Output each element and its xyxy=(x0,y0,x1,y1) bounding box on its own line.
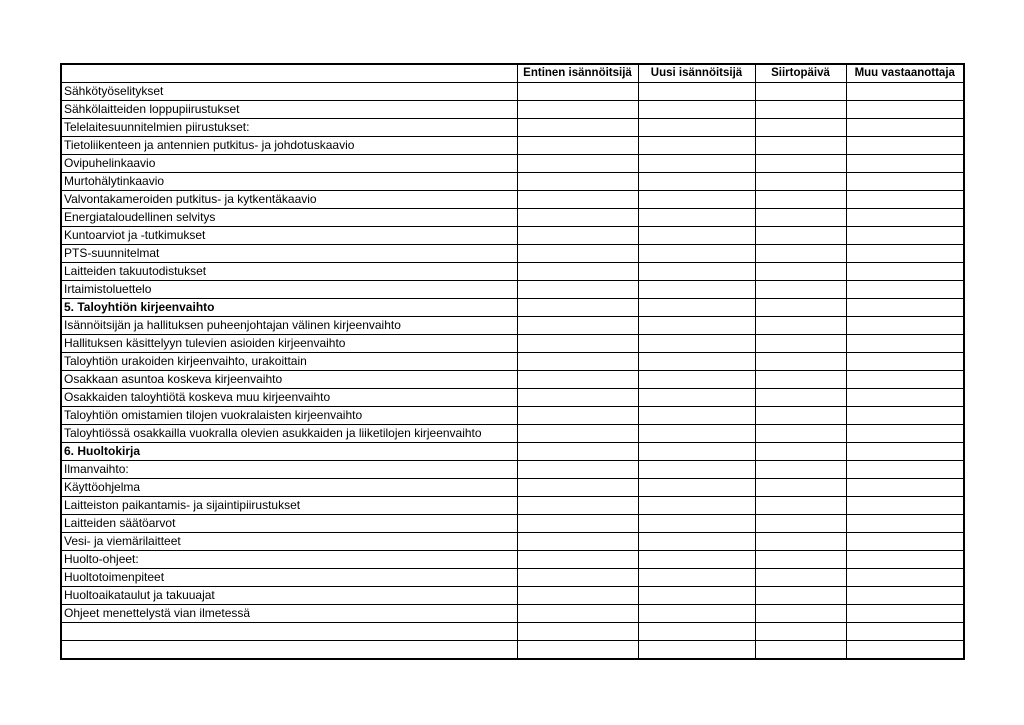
new-manager-cell[interactable] xyxy=(638,389,755,407)
new-manager-cell[interactable] xyxy=(638,317,755,335)
document-item-label: PTS-suunnitelmat xyxy=(61,245,517,263)
transfer-date-cell[interactable] xyxy=(755,317,846,335)
transfer-date-cell[interactable] xyxy=(755,461,846,479)
previous-manager-cell[interactable] xyxy=(517,605,638,623)
transfer-date-cell[interactable] xyxy=(755,551,846,569)
new-manager-cell[interactable] xyxy=(638,245,755,263)
other-recipient-cell[interactable] xyxy=(846,533,964,551)
previous-manager-cell[interactable] xyxy=(517,299,638,317)
new-manager-cell[interactable] xyxy=(638,173,755,191)
table-row xyxy=(61,209,964,227)
other-recipient-cell[interactable] xyxy=(846,317,964,335)
other-recipient-cell[interactable] xyxy=(846,515,964,533)
document-item-label: Laitteiden takuutodistukset xyxy=(61,263,517,281)
new-manager-cell[interactable] xyxy=(638,353,755,371)
table-row xyxy=(61,227,964,245)
transfer-date-cell[interactable] xyxy=(755,407,846,425)
previous-manager-cell[interactable] xyxy=(517,83,638,101)
previous-manager-cell[interactable] xyxy=(517,263,638,281)
table-row xyxy=(61,443,964,461)
new-manager-cell[interactable] xyxy=(638,497,755,515)
document-item-label: Laitteiston paikantamis- ja sijaintipiirustukset xyxy=(61,497,517,515)
previous-manager-cell[interactable] xyxy=(517,119,638,137)
document-item-label: Osakkaan asuntoa koskeva kirjeenvaihto xyxy=(61,371,517,389)
table-row xyxy=(61,479,964,497)
previous-manager-cell[interactable] xyxy=(517,551,638,569)
transfer-date-cell[interactable] xyxy=(755,119,846,137)
handover-table xyxy=(60,63,965,660)
table-row xyxy=(61,281,964,299)
new-manager-cell[interactable] xyxy=(638,281,755,299)
header-new-manager: Uusi isännöitsijä xyxy=(638,64,755,83)
document-item-label: Taloyhtiön urakoiden kirjeenvaihto, urakoittain xyxy=(61,353,517,371)
table-row xyxy=(61,461,964,479)
transfer-date-cell[interactable] xyxy=(755,353,846,371)
previous-manager-cell[interactable] xyxy=(517,281,638,299)
new-manager-cell[interactable] xyxy=(638,101,755,119)
new-manager-cell[interactable] xyxy=(638,443,755,461)
table-row xyxy=(61,155,964,173)
document-item-label: Käyttöohjelma xyxy=(61,479,517,497)
other-recipient-cell[interactable] xyxy=(846,119,964,137)
document-item-label: Huoltoaikataulut ja takuuajat xyxy=(61,587,517,605)
table-row xyxy=(61,83,964,101)
other-recipient-cell[interactable] xyxy=(846,623,964,641)
document-item-label: Sähkötyöselitykset xyxy=(61,83,517,101)
table-row xyxy=(61,587,964,605)
table-row xyxy=(61,641,964,660)
previous-manager-cell[interactable] xyxy=(517,245,638,263)
new-manager-cell[interactable] xyxy=(638,155,755,173)
transfer-date-cell[interactable] xyxy=(755,101,846,119)
document-item-label: Vesi- ja viemärilaitteet xyxy=(61,533,517,551)
other-recipient-cell[interactable] xyxy=(846,407,964,425)
document-item-label: Isännöitsijän ja hallituksen puheenjohtajan välinen kirjeenvaihto xyxy=(61,317,517,335)
other-recipient-cell[interactable] xyxy=(846,461,964,479)
previous-manager-cell[interactable] xyxy=(517,155,638,173)
document-item-label xyxy=(61,623,517,641)
document-item-label: Ovipuhelinkaavio xyxy=(61,155,517,173)
document-item-label: Valvontakameroiden putkitus- ja kytkentäkaavio xyxy=(61,191,517,209)
new-manager-cell[interactable] xyxy=(638,515,755,533)
previous-manager-cell[interactable] xyxy=(517,407,638,425)
previous-manager-cell[interactable] xyxy=(517,461,638,479)
other-recipient-cell[interactable] xyxy=(846,479,964,497)
new-manager-cell[interactable] xyxy=(638,641,755,660)
other-recipient-cell[interactable] xyxy=(846,209,964,227)
other-recipient-cell[interactable] xyxy=(846,245,964,263)
document-item-label: Kuntoarviot ja -tutkimukset xyxy=(61,227,517,245)
other-recipient-cell[interactable] xyxy=(846,569,964,587)
previous-manager-cell[interactable] xyxy=(517,227,638,245)
table-body xyxy=(61,83,964,660)
previous-manager-cell[interactable] xyxy=(517,533,638,551)
new-manager-cell[interactable] xyxy=(638,533,755,551)
document-item-label: Energiataloudellinen selvitys xyxy=(61,209,517,227)
table-row xyxy=(61,623,964,641)
other-recipient-cell[interactable] xyxy=(846,227,964,245)
header-previous-manager: Entinen isännöitsijä xyxy=(517,64,638,83)
other-recipient-cell[interactable] xyxy=(846,137,964,155)
table-row xyxy=(61,191,964,209)
new-manager-cell[interactable] xyxy=(638,299,755,317)
other-recipient-cell[interactable] xyxy=(846,587,964,605)
table-row xyxy=(61,533,964,551)
table-row xyxy=(61,119,964,137)
transfer-date-cell[interactable] xyxy=(755,515,846,533)
new-manager-cell[interactable] xyxy=(638,209,755,227)
table-row xyxy=(61,407,964,425)
other-recipient-cell[interactable] xyxy=(846,101,964,119)
header-transfer-date: Siirtopäivä xyxy=(755,64,846,83)
previous-manager-cell[interactable] xyxy=(517,569,638,587)
new-manager-cell[interactable] xyxy=(638,425,755,443)
transfer-date-cell[interactable] xyxy=(755,173,846,191)
new-manager-cell[interactable] xyxy=(638,587,755,605)
document-item-label: Irtaimistoluettelo xyxy=(61,281,517,299)
previous-manager-cell[interactable] xyxy=(517,515,638,533)
table-row xyxy=(61,173,964,191)
transfer-date-cell[interactable] xyxy=(755,281,846,299)
table-row xyxy=(61,317,964,335)
previous-manager-cell[interactable] xyxy=(517,425,638,443)
previous-manager-cell[interactable] xyxy=(517,317,638,335)
document-item-label: Huoltotoimenpiteet xyxy=(61,569,517,587)
previous-manager-cell[interactable] xyxy=(517,587,638,605)
transfer-date-cell[interactable] xyxy=(755,425,846,443)
transfer-date-cell[interactable] xyxy=(755,209,846,227)
header-document-column xyxy=(61,64,517,83)
table-row xyxy=(61,605,964,623)
table-row xyxy=(61,515,964,533)
document-item-label: Murtohälytinkaavio xyxy=(61,173,517,191)
table-row xyxy=(61,425,964,443)
document-item-label: Huolto-ohjeet: xyxy=(61,551,517,569)
transfer-date-cell[interactable] xyxy=(755,335,846,353)
transfer-date-cell[interactable] xyxy=(755,389,846,407)
previous-manager-cell[interactable] xyxy=(517,641,638,660)
document-item-label: Taloyhtiön omistamien tilojen vuokralaisten kirjeenvaihto xyxy=(61,407,517,425)
table-row xyxy=(61,551,964,569)
previous-manager-cell[interactable] xyxy=(517,137,638,155)
table-row xyxy=(61,299,964,317)
other-recipient-cell[interactable] xyxy=(846,155,964,173)
previous-manager-cell[interactable] xyxy=(517,191,638,209)
new-manager-cell[interactable] xyxy=(638,119,755,137)
other-recipient-cell[interactable] xyxy=(846,263,964,281)
table-row xyxy=(61,137,964,155)
section-heading: 5. Taloyhtiön kirjeenvaihto xyxy=(61,299,517,317)
transfer-date-cell[interactable] xyxy=(755,443,846,461)
previous-manager-cell[interactable] xyxy=(517,479,638,497)
table-row xyxy=(61,569,964,587)
new-manager-cell[interactable] xyxy=(638,191,755,209)
document-item-label: Laitteiden säätöarvot xyxy=(61,515,517,533)
other-recipient-cell[interactable] xyxy=(846,173,964,191)
transfer-date-cell[interactable] xyxy=(755,623,846,641)
new-manager-cell[interactable] xyxy=(638,461,755,479)
other-recipient-cell[interactable] xyxy=(846,353,964,371)
new-manager-cell[interactable] xyxy=(638,137,755,155)
other-recipient-cell[interactable] xyxy=(846,551,964,569)
table-row xyxy=(61,101,964,119)
other-recipient-cell[interactable] xyxy=(846,83,964,101)
transfer-date-cell[interactable] xyxy=(755,605,846,623)
document-item-label: Osakkaiden taloyhtiötä koskeva muu kirjeenvaihto xyxy=(61,389,517,407)
previous-manager-cell[interactable] xyxy=(517,353,638,371)
document-item-label: Telelaitesuunnitelmien piirustukset: xyxy=(61,119,517,137)
new-manager-cell[interactable] xyxy=(638,623,755,641)
previous-manager-cell[interactable] xyxy=(517,623,638,641)
previous-manager-cell[interactable] xyxy=(517,209,638,227)
new-manager-cell[interactable] xyxy=(638,371,755,389)
previous-manager-cell[interactable] xyxy=(517,101,638,119)
table-row xyxy=(61,497,964,515)
transfer-date-cell[interactable] xyxy=(755,227,846,245)
transfer-date-cell[interactable] xyxy=(755,245,846,263)
other-recipient-cell[interactable] xyxy=(846,425,964,443)
transfer-date-cell[interactable] xyxy=(755,497,846,515)
new-manager-cell[interactable] xyxy=(638,263,755,281)
transfer-date-cell[interactable] xyxy=(755,83,846,101)
other-recipient-cell[interactable] xyxy=(846,281,964,299)
other-recipient-cell[interactable] xyxy=(846,605,964,623)
new-manager-cell[interactable] xyxy=(638,569,755,587)
new-manager-cell[interactable] xyxy=(638,551,755,569)
transfer-date-cell[interactable] xyxy=(755,569,846,587)
new-manager-cell[interactable] xyxy=(638,479,755,497)
table-row xyxy=(61,353,964,371)
other-recipient-cell[interactable] xyxy=(846,443,964,461)
table-row xyxy=(61,389,964,407)
table-row xyxy=(61,245,964,263)
previous-manager-cell[interactable] xyxy=(517,497,638,515)
other-recipient-cell[interactable] xyxy=(846,389,964,407)
section-heading: 6. Huoltokirja xyxy=(61,443,517,461)
other-recipient-cell[interactable] xyxy=(846,299,964,317)
document-item-label: Hallituksen käsittelyyn tulevien asioiden kirjeenvaihto xyxy=(61,335,517,353)
header-other-recipient: Muu vastaanottaja xyxy=(846,64,964,83)
transfer-date-cell[interactable] xyxy=(755,587,846,605)
document-item-label: Ohjeet menettelystä vian ilmetessä xyxy=(61,605,517,623)
transfer-date-cell[interactable] xyxy=(755,263,846,281)
previous-manager-cell[interactable] xyxy=(517,371,638,389)
other-recipient-cell[interactable] xyxy=(846,335,964,353)
transfer-date-cell[interactable] xyxy=(755,371,846,389)
transfer-date-cell[interactable] xyxy=(755,479,846,497)
new-manager-cell[interactable] xyxy=(638,227,755,245)
previous-manager-cell[interactable] xyxy=(517,335,638,353)
transfer-date-cell[interactable] xyxy=(755,641,846,660)
document-item-label: Ilmanvaihto: xyxy=(61,461,517,479)
previous-manager-cell[interactable] xyxy=(517,443,638,461)
other-recipient-cell[interactable] xyxy=(846,497,964,515)
previous-manager-cell[interactable] xyxy=(517,389,638,407)
table-row xyxy=(61,335,964,353)
transfer-date-cell[interactable] xyxy=(755,191,846,209)
transfer-date-cell[interactable] xyxy=(755,533,846,551)
table-row xyxy=(61,263,964,281)
previous-manager-cell[interactable] xyxy=(517,173,638,191)
document-item-label: Sähkölaitteiden loppupiirustukset xyxy=(61,101,517,119)
transfer-date-cell[interactable] xyxy=(755,137,846,155)
table-row xyxy=(61,371,964,389)
transfer-date-cell[interactable] xyxy=(755,299,846,317)
transfer-date-cell[interactable] xyxy=(755,155,846,173)
other-recipient-cell[interactable] xyxy=(846,641,964,660)
new-manager-cell[interactable] xyxy=(638,407,755,425)
other-recipient-cell[interactable] xyxy=(846,191,964,209)
other-recipient-cell[interactable] xyxy=(846,371,964,389)
new-manager-cell[interactable] xyxy=(638,605,755,623)
new-manager-cell[interactable] xyxy=(638,335,755,353)
document-item-label: Taloyhtiössä osakkailla vuokralla olevien asukkaiden ja liiketilojen kirjeenvaihto xyxy=(61,425,517,443)
header-row xyxy=(61,64,964,83)
document-item-label: Tietoliikenteen ja antennien putkitus- ja johdotuskaavio xyxy=(61,137,517,155)
document-item-label xyxy=(61,641,517,660)
new-manager-cell[interactable] xyxy=(638,83,755,101)
